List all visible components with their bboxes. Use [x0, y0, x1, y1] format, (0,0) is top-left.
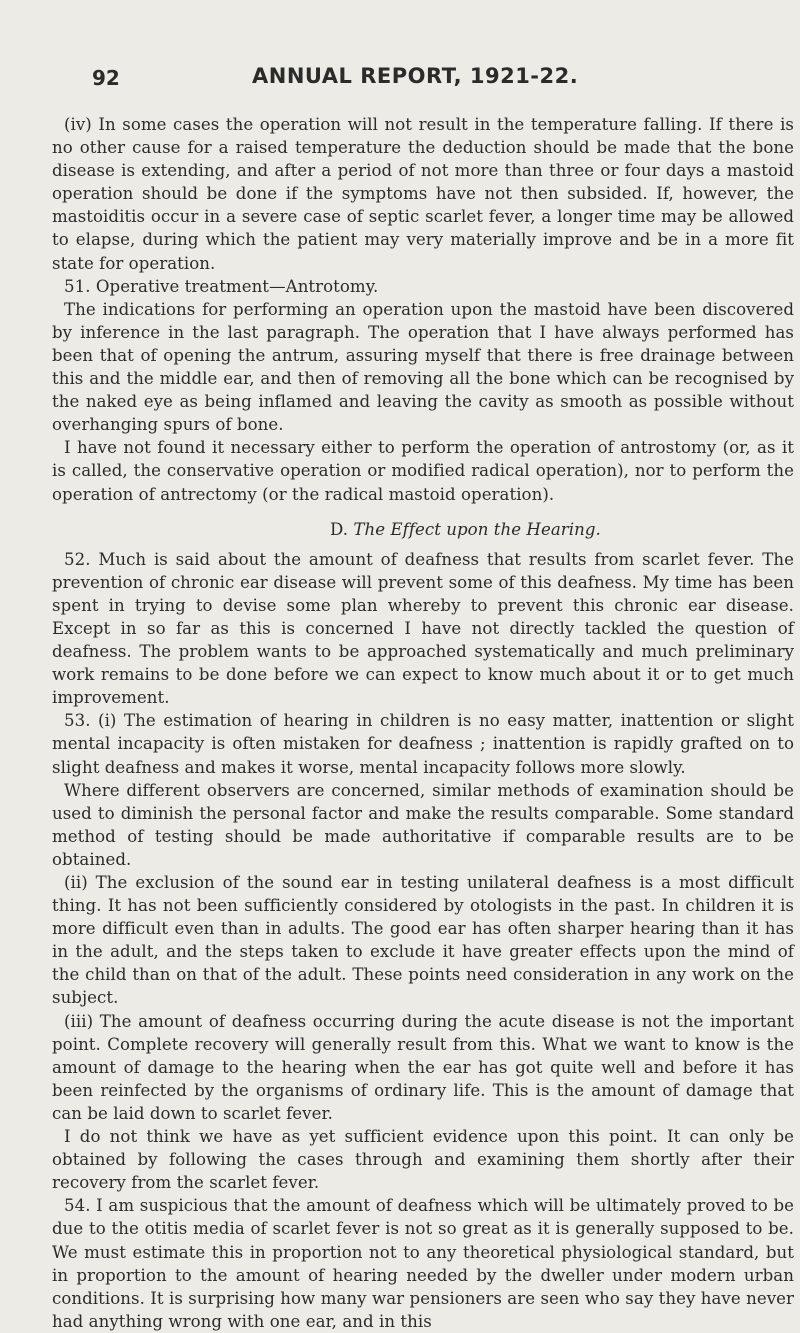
paragraph-53-observers: Where different observers are concerned, similar methods of examination should be used to diminish the personal factor and make the results comparable. Some standard method of testing should be made authoritative if comparable results are to be obtained. — [52, 780, 794, 869]
paragraph-52: 52. Much is said about the amount of deafness that results from scarlet fever. The prevention of chronic ear disease will prevent some of this deafness. My time has been spent in trying to devise some plan whereby to prevent this chronic ear disease. Except in so far as this is concerned I have not directly tackled the question of deafness. The problem wants to be approached systematically and much preliminary work remains to be done before we can expect to know much about it or to get much improvement. — [52, 549, 794, 708]
paragraph-51-indications: The indications for performing an operation upon the mastoid have been discovered by inference in the last paragraph. The operation that I have always performed has been that of opening the antrum, assuring myself that there is free drainage between this and the middle ear, and then of removing all the bone which can be recognised by the naked eye as being inflamed and leaving the cavity as smooth as possible without overhanging spurs of bone. — [52, 299, 794, 435]
paragraph-iv: (iv) In some cases the operation will not result in the temperature falling. If there is no other cause for a raised temperature the deduction should be made that the bone disease is extending, and after a period of not more than three or four days a mastoid operation should be done if the symptoms have not then subsided. If, however, the mastoiditis occur in a severe case of septic scarlet fever, a longer time may be allowed to elapse, during which the patient may very materially improve and be in a more fit state for operation. — [52, 115, 794, 273]
paragraph-53-iii: (iii) The amount of deafness occurring during the acute disease is not the important point. Complete recovery will generally result from this. What we want to know is the amount of damage to the hearing when the ear has got quite well and before it has been reinfected by the organisms of ordinary life. This is the amount of damage that can be laid down to scarlet fever. — [52, 1011, 794, 1123]
paragraph-54: 54. I am suspicious that the amount of deafness which will be ultimately proved to be due to the otitis media of scarlet fever is not so great as it is generally supposed to be. We must estimate this in proportion not to any theoretical physiological standard, but in proportion to the amount of hearing needed by the dweller under modern urban conditions. It is surprising how many war pensioners are seen who say they have never had anything wrong with one ear, and in this — [52, 1196, 794, 1331]
section-letter: D. — [330, 519, 349, 539]
paragraph-53-ii: (ii) The exclusion of the sound ear in testing unilateral deafness is a most difficult thing. It has not been sufficiently considered by otologists in the past. In children it is more difficult even than in adults. The good ear has often sharper hearing than it has in the adult, and the steps taken to exclude it have greater effects upon the mind of the child than on that of the adult. These points need consideration in any work on the subject. — [52, 873, 794, 1008]
section-heading — [330, 518, 794, 541]
paragraph-53-i: 53. (i) The estimation of hearing in children is no easy matter, inattention or slight mental incapacity is often mistaken for deafness ; inattention is rapidly grafted on to slight deafness and makes it worse, mental incapacity follows more slowly. — [52, 711, 794, 777]
page-header — [92, 64, 780, 94]
page-number: 92 — [92, 66, 120, 90]
paragraph-53-evidence: I do not think we have as yet sufficient evidence upon this point. It can only be obtained by following the cases through and examining them shortly after their recovery from the scarlet fever. — [52, 1127, 794, 1193]
running-head: ANNUAL REPORT, 1921-22. — [252, 64, 579, 88]
paragraph-51-antrostomy: I have not found it necessary either to perform the operation of antrostomy (or, as it is called, the conservative operation or modified radical operation), nor to perform the operation of antrectomy (or the radical mastoid operation). — [52, 438, 794, 504]
paragraph-51-heading: 51. Operative treatment—Antrotomy. — [64, 276, 379, 296]
section-title: The Effect upon the Hearing. — [353, 519, 601, 539]
body-text — [52, 113, 794, 1333]
